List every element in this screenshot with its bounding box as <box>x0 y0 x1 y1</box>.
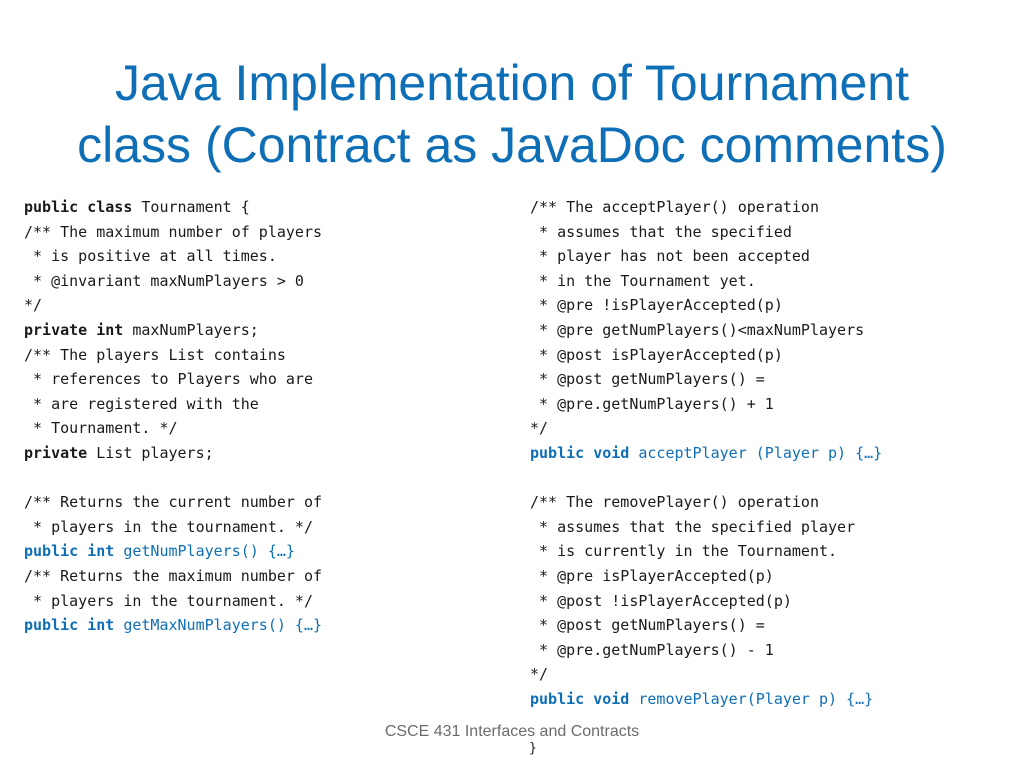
code-text: * players in the tournament. */ <box>24 591 313 610</box>
code-text: * @pre isPlayerAccepted(p) <box>530 566 774 585</box>
code-line <box>530 687 1010 712</box>
code-line <box>530 269 1010 294</box>
code-text: /** The maximum number of players <box>24 222 323 241</box>
code-keyword: private <box>24 443 88 462</box>
code-text: */ <box>530 665 549 684</box>
method-signature: removePlayer(Player p) {…} <box>629 689 874 708</box>
code-line <box>24 244 504 269</box>
code-line <box>530 195 1010 220</box>
code-line <box>24 515 504 540</box>
code-keyword: private int <box>24 320 124 339</box>
code-keyword: public void <box>530 443 630 462</box>
code-text: * @pre !isPlayerAccepted(p) <box>530 296 783 315</box>
code-line <box>530 613 1010 638</box>
code-text: /** Returns the maximum number of <box>24 566 323 585</box>
code-text: * in the Tournament yet. <box>530 271 756 290</box>
code-line <box>24 367 504 392</box>
code-text: * @post isPlayerAccepted(p) <box>530 345 783 364</box>
code-line <box>24 416 504 441</box>
method-signature: getMaxNumPlayers() {…} <box>114 616 323 635</box>
code-line <box>24 293 504 318</box>
code-text: * are registered with the <box>24 394 259 413</box>
code-text: /** The acceptPlayer() operation <box>530 198 819 216</box>
slide-footer: CSCE 431 Interfaces and Contracts <box>384 723 640 740</box>
code-line <box>530 515 1010 540</box>
code-line <box>24 392 504 417</box>
code-line <box>530 220 1010 245</box>
code-line <box>530 318 1010 343</box>
code-text: * assumes that the specified player <box>530 517 856 536</box>
code-line <box>24 589 504 614</box>
code-line <box>24 441 504 466</box>
code-keyword: public class <box>24 198 133 216</box>
code-text: * @pre.getNumPlayers() - 1 <box>530 640 774 659</box>
code-line <box>24 466 504 491</box>
code-line <box>530 662 1010 687</box>
code-keyword: public void <box>530 689 630 708</box>
code-column-right <box>530 195 1010 711</box>
code-text: * assumes that the specified <box>530 222 792 241</box>
code-line <box>530 293 1010 318</box>
code-text: * @pre getNumPlayers()<maxNumPlayers <box>530 320 865 339</box>
code-line <box>530 367 1010 392</box>
code-text: * references to Players who are <box>24 370 313 389</box>
code-keyword: public int <box>24 616 115 635</box>
code-text: /** The removePlayer() operation <box>530 493 819 512</box>
code-line <box>24 490 504 515</box>
code-line <box>24 220 504 245</box>
code-line <box>530 539 1010 564</box>
code-line <box>530 638 1010 663</box>
code-line <box>530 490 1010 515</box>
slide-title <box>0 52 1024 176</box>
code-text: * player has not been accepted <box>530 247 810 266</box>
code-text: Tournament { <box>132 198 250 216</box>
code-line <box>24 613 504 638</box>
code-text: */ <box>530 419 549 438</box>
code-line <box>530 416 1010 441</box>
code-line <box>24 269 504 294</box>
code-text: * @post getNumPlayers() = <box>530 616 765 635</box>
code-column-left <box>24 195 504 638</box>
code-text: * @pre.getNumPlayers() + 1 <box>530 394 774 413</box>
code-line <box>530 392 1010 417</box>
closing-brace: } <box>529 741 537 756</box>
code-text: * is positive at all times. <box>24 247 277 266</box>
code-text: * @post !isPlayerAccepted(p) <box>530 591 792 610</box>
code-text: */ <box>24 296 43 315</box>
code-line <box>530 244 1010 269</box>
method-signature: getNumPlayers() {…} <box>114 542 295 561</box>
code-line <box>24 343 504 368</box>
code-line <box>530 343 1010 368</box>
code-text: List players; <box>87 443 214 462</box>
code-text: * Tournament. */ <box>24 419 178 438</box>
code-line <box>24 564 504 589</box>
code-text: * @invariant maxNumPlayers > 0 <box>24 271 304 290</box>
code-text: /** The players List contains <box>24 345 286 364</box>
code-line <box>24 195 504 220</box>
code-line <box>530 589 1010 614</box>
method-signature: acceptPlayer (Player p) {…} <box>629 443 883 462</box>
code-text: * is currently in the Tournament. <box>530 542 838 561</box>
code-text: maxNumPlayers; <box>123 320 259 339</box>
code-text: * @post getNumPlayers() = <box>530 370 765 389</box>
code-line <box>530 441 1010 466</box>
title-line-1: Java Implementation of Tournament <box>115 55 909 111</box>
code-line <box>530 564 1010 589</box>
code-line <box>530 466 1010 491</box>
code-text: * players in the tournament. */ <box>24 517 313 536</box>
code-line <box>24 318 504 343</box>
code-keyword: public int <box>24 542 115 561</box>
code-line <box>24 539 504 564</box>
code-text: /** Returns the current number of <box>24 493 323 512</box>
title-line-2: class (Contract as JavaDoc comments) <box>77 117 947 173</box>
